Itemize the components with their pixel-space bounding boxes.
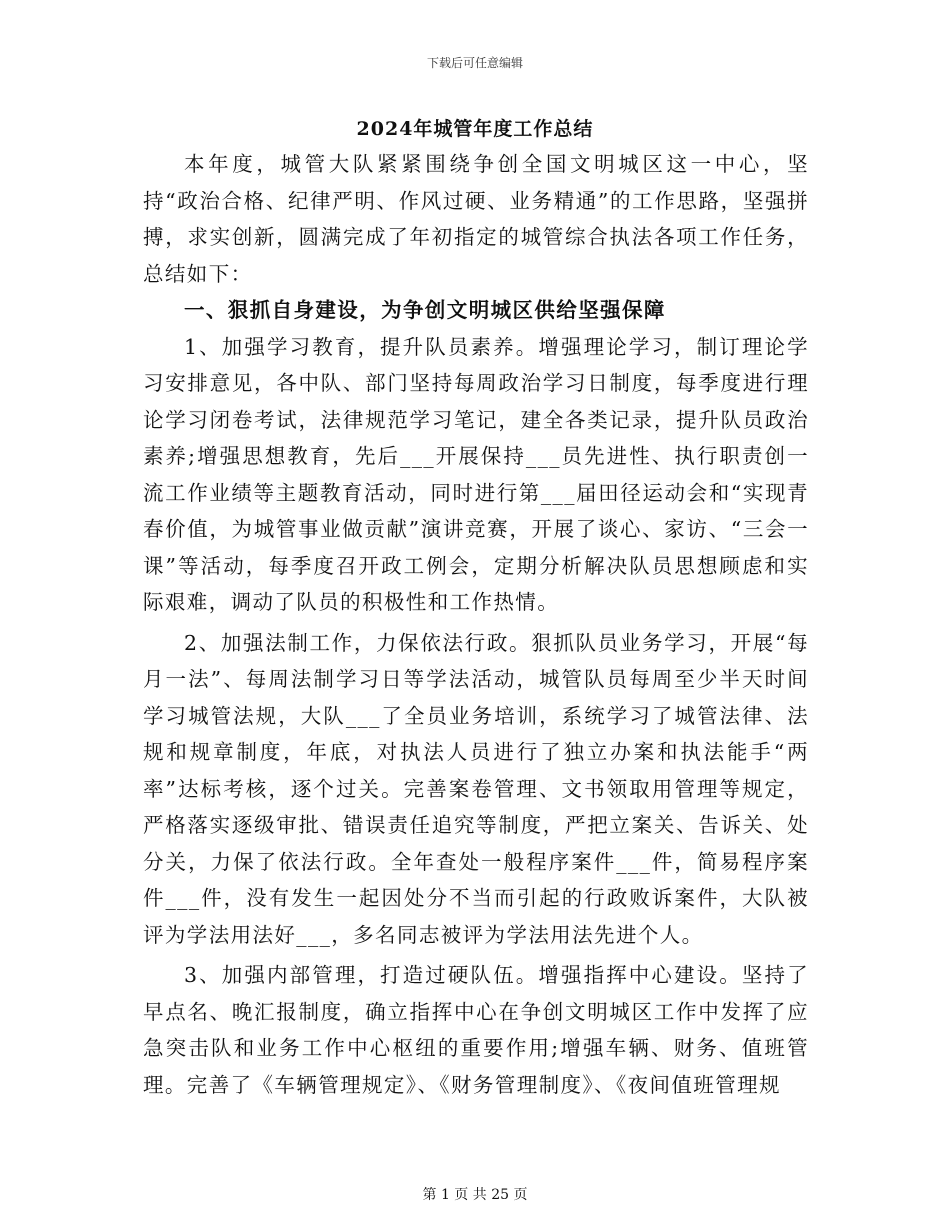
- body-paragraph: 2、加强法制工作，力保依法行政。狠抓队员业务学习，开展“每月一法”、每周法制学习日等学法活动，城管队员每周至少半天时间学习城管法规，大队___了全员业务培训，系统学习了城管法律、法规和规章制度，年底，对执法人员进行了独立办案和执法能手“两率”达标考核，逐个过关。完善案卷管理、文书领取用管理等规定，严格落实逐级审批、错误责任追究等制度，严把立案关、告诉关、处分关，力保了依法行政。全年查处一般程序案件___件，简易程序案件___件，没有发生一起因处分不当而引起的行政败诉案件，大队被评为学法用法好___，多名同志被评为学法用法先进个人。: [143, 630, 809, 947]
- document-body: [143, 146, 809, 1103]
- body-paragraph: 3、加强内部管理，打造过硬队伍。增强指挥中心建设。坚持了早点名、晚汇报制度，确立指挥中心在争创文明城区工作中发挥了应急突击队和业务工作中心枢纽的重要作用;增强车辆、财务、值班管理。完善了《车辆管理规定》、《财务管理制度》、《夜间值班管理规: [143, 963, 809, 1097]
- document-title: 2024年城管年度工作总结: [356, 118, 594, 140]
- page-indicator: 第 1 页 共 25 页: [422, 1187, 528, 1203]
- section-heading: 一、狠抓自身建设，为争创文明城区供给坚强保障: [184, 298, 666, 322]
- header-note: 下载后可任意编辑: [426, 56, 523, 70]
- body-paragraph: 1、加强学习教育，提升队员素养。增强理论学习，制订理论学习安排意见，各中队、部门坚持每周政治学习日制度，每季度进行理论学习闭卷考试，法律规范学习笔记，建全各类记录，提升队员政治素养;增强思想教育，先后___开展保持___员先进性、执行职责创一流工作业绩等主题教育活动，同时进行第___届田径运动会和“实现青春价值，为城管事业做贡献”演讲竞赛，开展了谈心、家访、“三会一课”等活动，每季度召开政工例会，定期分析解决队员思想顾虑和实际艰难，调动了队员的积极性和工作热情。: [143, 334, 809, 614]
- intro-paragraph: 本年度，城管大队紧紧围绕争创全国文明城区这一中心，坚持“政治合格、纪律严明、作风过硬、业务精通”的工作思路，坚强拼搏，求实创新，圆满完成了年初指定的城管综合执法各项工作任务，总结如下：: [143, 152, 809, 286]
